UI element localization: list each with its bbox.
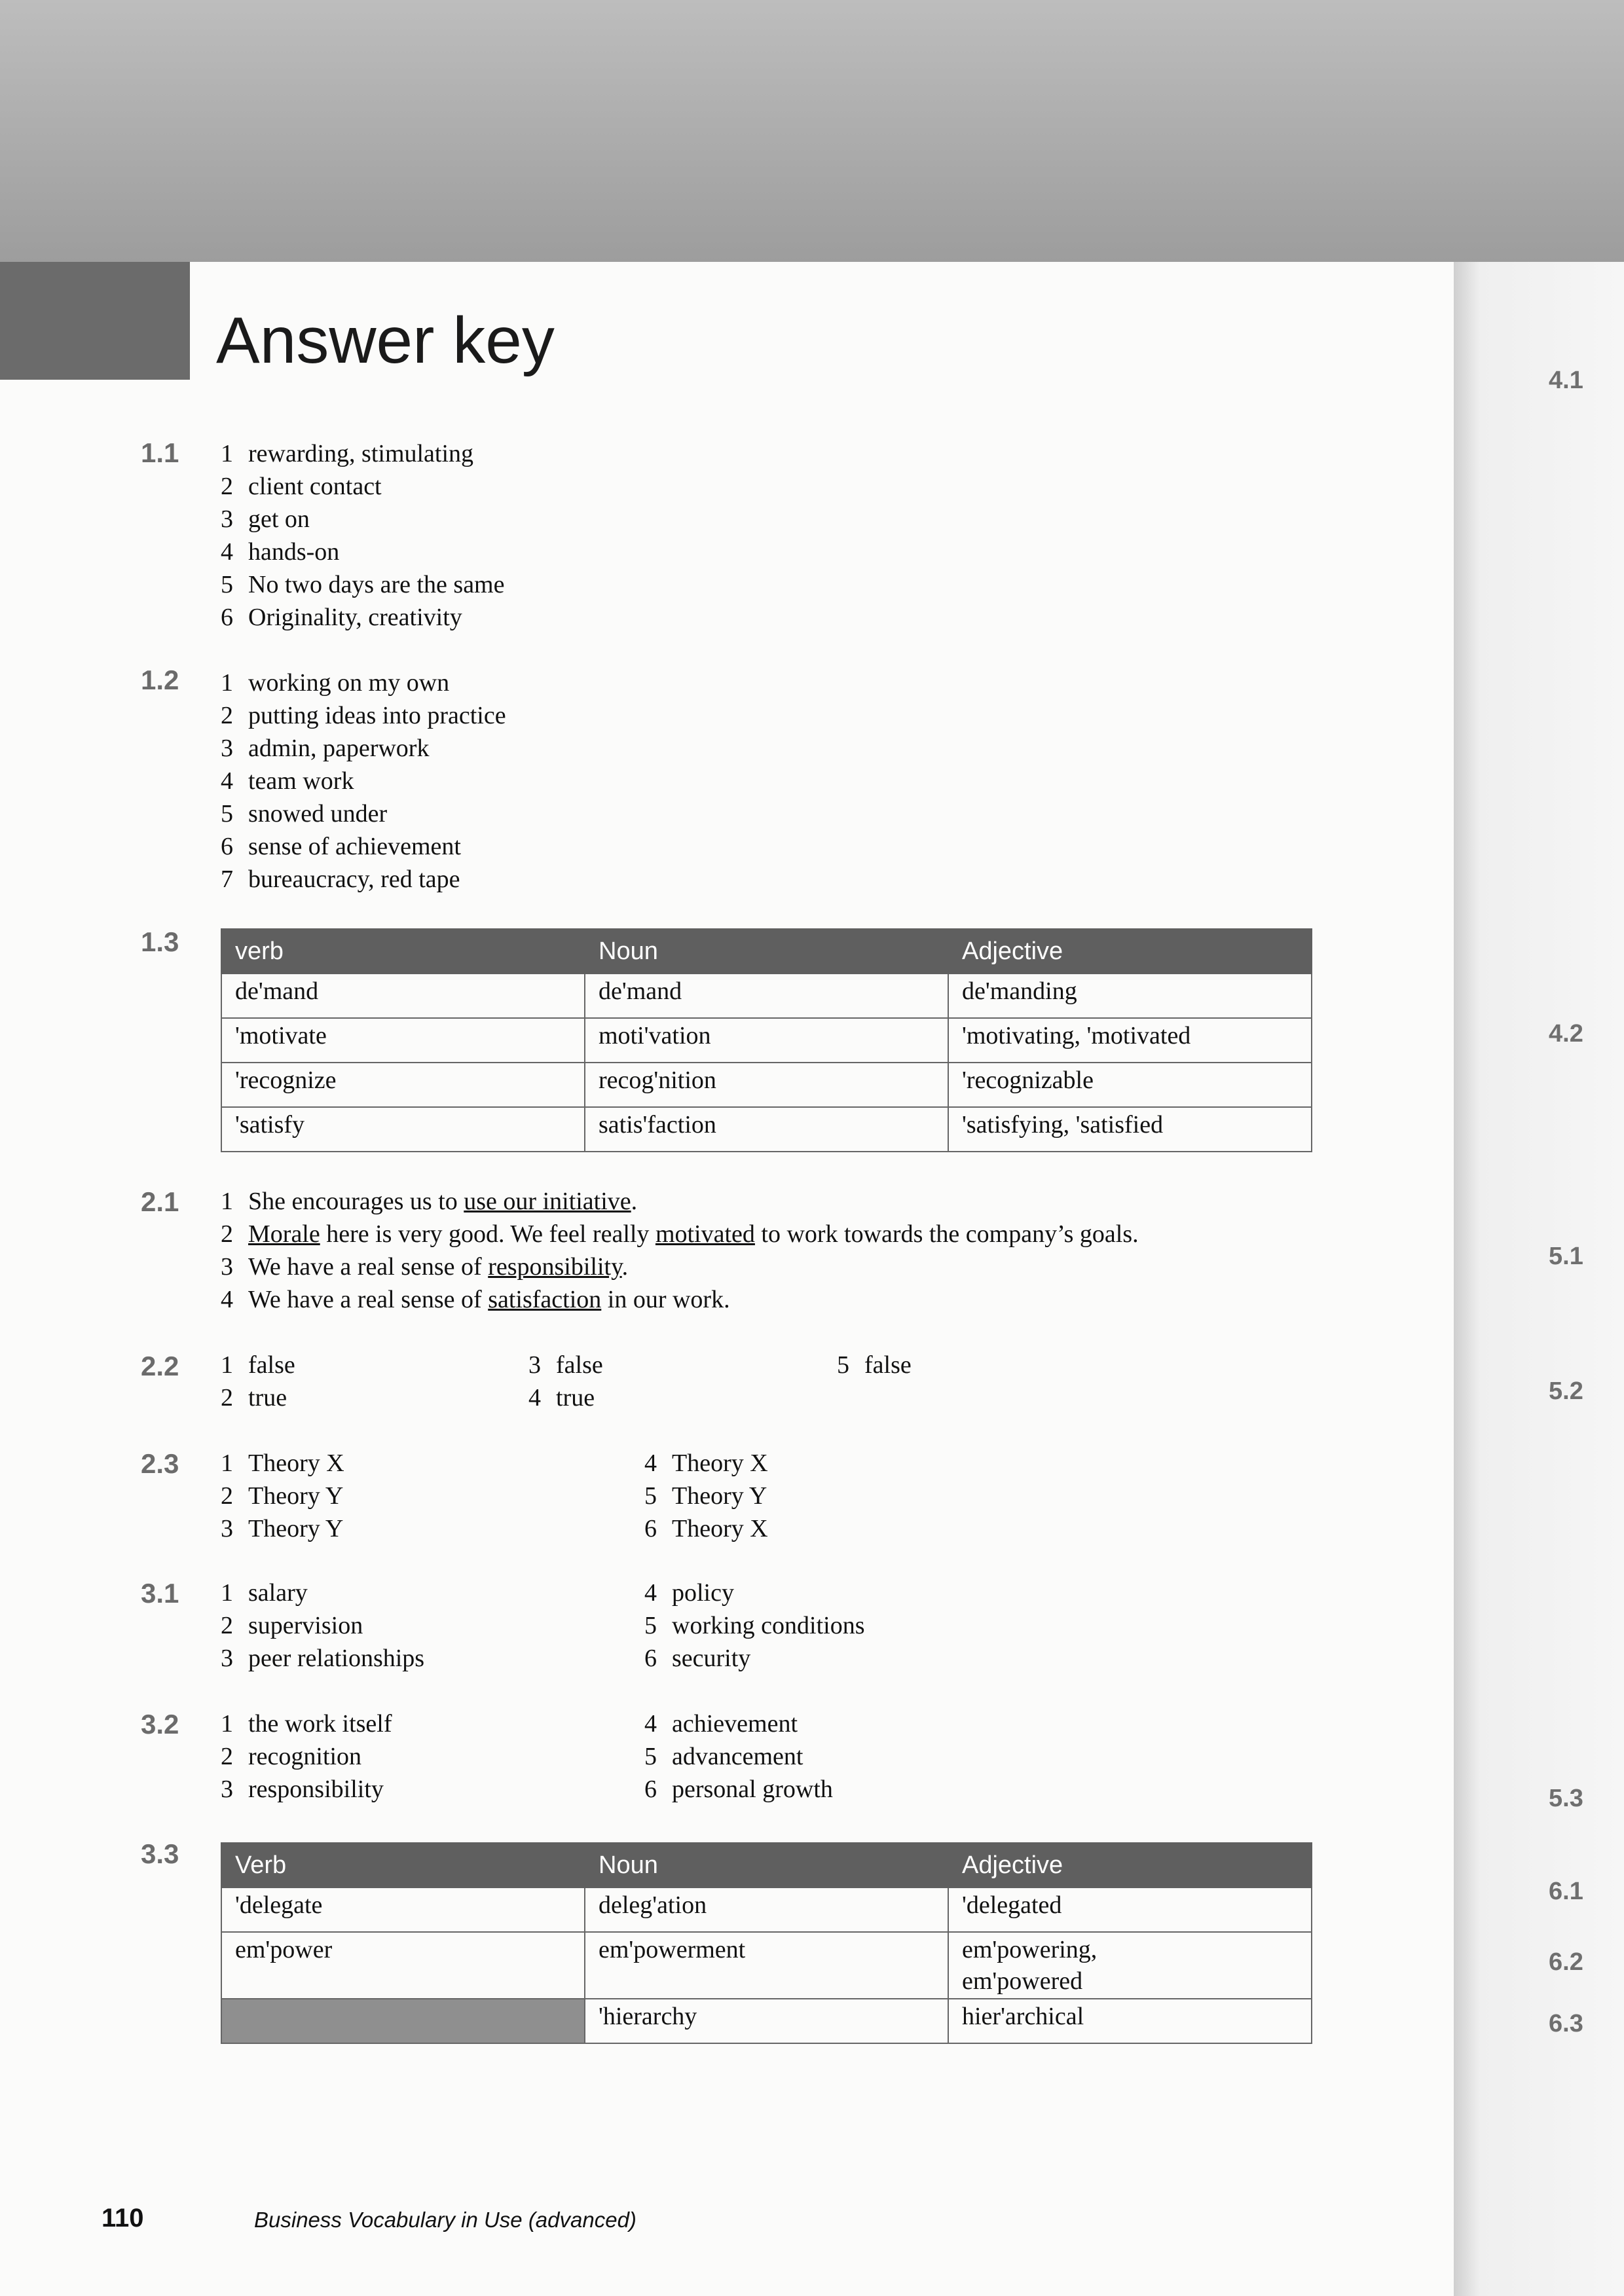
table-cell: satis'faction [585,1107,948,1152]
table-cell: hier'archical [948,1999,1312,2043]
list-item: 3 false [528,1351,603,1379]
list-item: 1 working on my own [221,669,450,697]
table-cell-empty [221,1999,585,2043]
list-item: 3 responsibility [221,1776,384,1803]
table-cell: de'mand [221,974,585,1018]
list-item: 5 working conditions [644,1612,865,1639]
section-label-1-2: 1.2 [141,665,179,695]
table-cell: 'recognize [221,1063,585,1107]
list-item: 6 security [644,1645,751,1672]
column-header: Verb [221,1843,585,1887]
table-cell: em'powerment [585,1932,948,1999]
table-row [221,1107,1312,1152]
list-item: 5 Theory Y [644,1482,767,1510]
scan-background [0,0,1624,262]
list-item: 4 Theory X [644,1449,768,1477]
table-cell: recog'nition [585,1063,948,1107]
list-item: 5 false [837,1351,912,1379]
list-item: 1 She encourages us to use our initiative. [221,1188,638,1215]
section-label-3-1: 3.1 [141,1578,179,1609]
list-item: 2 client contact [221,473,382,500]
table-row [221,1887,1312,1932]
table-cell: 'delegated [948,1887,1312,1932]
list-item: 6 Theory X [644,1515,768,1542]
list-item: 4 We have a real sense of satisfaction in our work. [221,1286,730,1313]
section-label-1-1: 1.1 [141,437,179,468]
section-label-2-2: 2.2 [141,1351,179,1381]
word-forms-table-1-3 [221,928,1312,1152]
table-cell: de'manding [948,974,1312,1018]
edge-label: 6.2 [1549,1948,1583,1976]
list-item: 2 true [221,1384,287,1412]
edge-label: 6.3 [1549,2010,1583,2037]
list-item: 4 policy [644,1579,734,1607]
section-label-2-3: 2.3 [141,1448,179,1479]
page-number: 110 [101,2204,144,2232]
list-item: 3 admin, paperwork [221,735,430,762]
list-item: 4 hands-on [221,538,340,566]
table-header-row [221,929,1312,974]
list-item: 1 salary [221,1579,308,1607]
table-cell: 'satisfying, 'satisfied [948,1107,1312,1152]
list-item: 5 snowed under [221,800,388,828]
table-header-row [221,1843,1312,1887]
column-header: verb [221,929,585,974]
edge-label: 5.3 [1549,1785,1583,1812]
facing-page-edge [1454,262,1624,2296]
list-item: 3 We have a real sense of responsibility. [221,1253,629,1281]
table-cell: em'power [221,1932,585,1999]
list-item: 3 Theory Y [221,1515,344,1542]
list-item: 1 false [221,1351,295,1379]
edge-label: 4.2 [1549,1020,1583,1048]
section-label-3-3: 3.3 [141,1838,179,1869]
edge-label: 5.1 [1549,1243,1583,1270]
table-cell: de'mand [585,974,948,1018]
edge-label: 5.2 [1549,1377,1583,1405]
table-cell: 'motivate [221,1018,585,1063]
book-title: Business Vocabulary in Use (advanced) [254,2208,637,2232]
list-item: 1 Theory X [221,1449,344,1477]
table-cell [948,1932,1312,1999]
list-item: 6 personal growth [644,1776,833,1803]
list-item: 1 the work itself [221,1710,392,1738]
section-label-2-1: 2.1 [141,1186,179,1217]
table-row [221,974,1312,1018]
list-item: 2 putting ideas into practice [221,702,506,729]
column-header: Adjective [948,1843,1312,1887]
header-bar [0,262,190,380]
list-item: 5 No two days are the same [221,571,505,598]
column-header: Noun [585,929,948,974]
section-label-3-2: 3.2 [141,1709,179,1740]
table-cell: 'recognizable [948,1063,1312,1107]
list-item: 6 Originality, creativity [221,604,462,631]
list-item: 2 Morale here is very good. We feel really motivated to work towards the company’s goals. [221,1220,1139,1248]
edge-label: 6.1 [1549,1878,1583,1905]
table-cell: deleg'ation [585,1887,948,1932]
column-header: Noun [585,1843,948,1887]
list-item: 2 recognition [221,1743,362,1770]
column-header: Adjective [948,929,1312,974]
list-item: 2 Theory Y [221,1482,344,1510]
list-item: 6 sense of achievement [221,833,461,860]
section-label-1-3: 1.3 [141,926,179,957]
list-item: 7 bureaucracy, red tape [221,866,460,893]
cell-line: em'powered [962,1967,1083,1995]
page-title: Answer key [216,304,555,377]
list-item: 4 achievement [644,1710,798,1738]
list-item: 4 true [528,1384,595,1412]
table-row [221,1018,1312,1063]
cell-line: em'powering, [962,1936,1098,1963]
table-row [221,1063,1312,1107]
edge-label: 4.1 [1549,367,1583,394]
table-cell: moti'vation [585,1018,948,1063]
table-cell: 'hierarchy [585,1999,948,2043]
table-cell: 'motivating, 'motivated [948,1018,1312,1063]
list-item: 4 team work [221,767,354,795]
list-item: 5 advancement [644,1743,803,1770]
list-item: 3 peer relationships [221,1645,425,1672]
table-row [221,1932,1312,1999]
table-cell: 'delegate [221,1887,585,1932]
table-row [221,1999,1312,2043]
list-item: 3 get on [221,505,310,533]
word-forms-table-3-3 [221,1842,1312,2044]
list-item: 1 rewarding, stimulating [221,440,474,467]
table-cell: 'satisfy [221,1107,585,1152]
list-item: 2 supervision [221,1612,363,1639]
